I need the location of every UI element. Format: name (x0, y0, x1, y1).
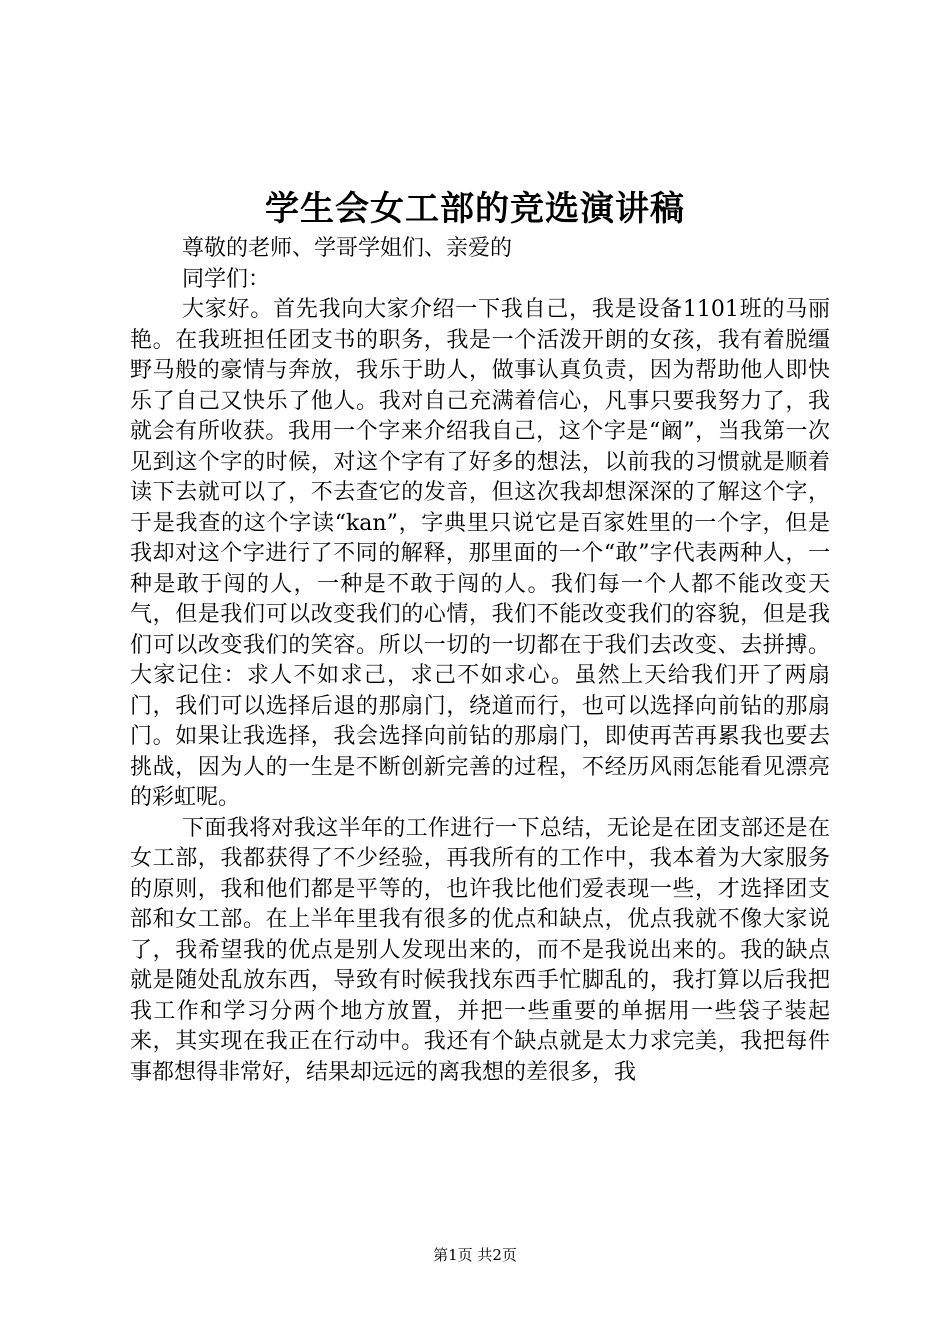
document-body (130, 234, 830, 1088)
salutation-line-2: 同学们： (182, 266, 271, 292)
paragraph-2: 下面我将对我这半年的工作进行一下总结，无论是在团支部还是在女工部，我都获得了不少经验，再我所有的工作中，我本着为大家服务的原则，我和他们都是平等的，也许我比他们爱表现一些，才选择团支部和女工部。在上半年里我有很多的优点和缺点，优点我就不像大家说了，我希望我的优点是别人发现出来的，而不是我说出来的。我的缺点就是随处乱放东西，导致有时候我找东西手忙脚乱的，我打算以后我把我工作和学习分两个地方放置，并把一些重要的单据用一些袋子装起来，其实现在我正在行动中。我还有个缺点就是太力求完美，我把每件事都想得非常好，结果却远远的离我想的差很多，我 (130, 815, 830, 1085)
document-title: 学生会女工部的竞选演讲稿 (265, 189, 685, 229)
salutation-line-1: 尊敬的老师、学哥学姐们、亲爱的 (182, 236, 513, 261)
paragraph-1: 大家好。首先我向大家介绍一下我自己，我是设备1101班的马丽艳。在我班担任团支书的职务，我是一个活泼开朗的女孩，我有着脱缰野马般的豪情与奔放，我乐于助人，做事认真负责，因为帮助他人即快乐了自己又快乐了他人。我对自己充满着信心，凡事只要我努力了，我就会有所收获。我用一个字来介绍我自己，这个字是“阚”，当我第一次见到这个字的时候，对这个字有了好多的想法，以前我的习惯就是顺着读下去就可以了，不去查它的发音，但这次我却想深深的了解这个字，于是我查的这个字读“kan”，字典里只说它是百家姓里的一个字，但是我却对这个字进行了不同的解释，那里面的一个“敢”字代表两种人，一种是敢于闯的人，一种是不敢于闯的人。我们每一个人都不能改变天气，但是我们可以改变我们的心情，我们不能改变我们的容貌，但是我们可以改变我们的笑容。所以一切的一切都在于我们去改变、去拼搏。大家记住：求人不如求己，求己不如求心。虽然上天给我们开了两扇门，我们可以选择后退的那扇门，绕道而行，也可以选择向前钻的那扇门。如果让我选择，我会选择向前钻的那扇门，即使再苦再累我也要去挑战，因为人的一生是不断创新完善的过程，不经历风雨怎能看见漂亮的彩虹呢。 (130, 297, 830, 810)
page-number-footer: 第1页 共2页 (433, 1246, 517, 1264)
